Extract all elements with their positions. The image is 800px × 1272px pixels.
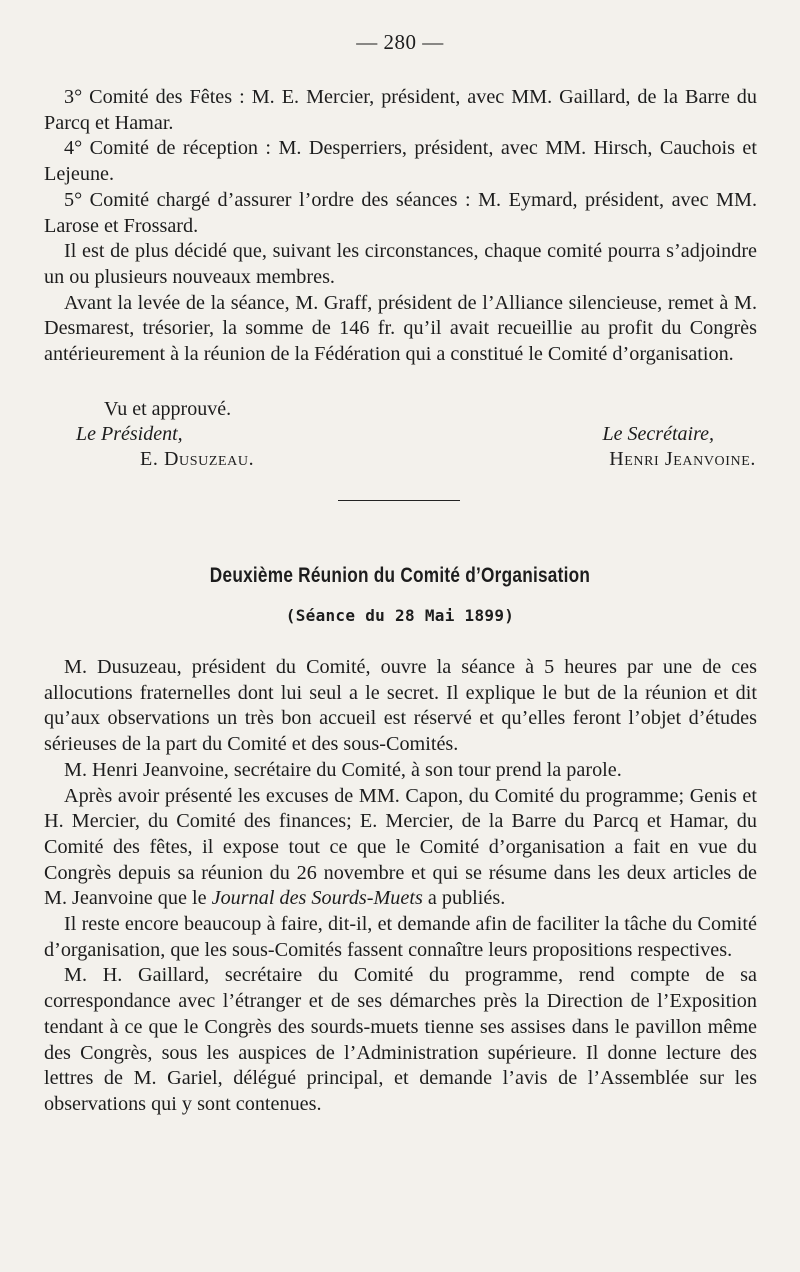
excuses-end: a publiés. [422,887,506,910]
paragraph-levee-seance: Avant la levée de la séance, M. Graff, président de l’Alliance silencieuse, remet à M. Desmarest, trésorier, la somme de 146 fr. qu’il avait recueillie au profit du Congrès antérieurement à la réunion de la Fédération qui a constitué le Comité d’organisation. [44,291,757,366]
paragraph-comite-fetes: 3° Comité des Fêtes : M. E. Mercier, président, avec MM. Gaillard, de la Barre du Parcq et Hamar. [44,86,757,134]
president-name: E. Dusuzeau. [140,448,255,470]
paragraph-comite-ordre: 5° Comité chargé d’assurer l’ordre des séances : M. Eymard, président, avec MM. Larose et Frossard. [44,188,757,237]
page-number: — 280 — [356,30,444,54]
paragraph-comite-reception: 4° Comité de réception : M. Desperriers, président, avec MM. Hirsch, Cauchois et Lejeune. [44,137,757,186]
paragraph-nouveaux-membres: Il est de plus décidé que, suivant les circonstances, chaque comité pourra s’adjoindre un ou plusieurs nouveaux membres. [44,240,757,288]
section-subtitle: (Séance du 28 Mai 1899) [285,606,515,625]
paragraph-reste-a-faire: Il reste encore beaucoup à faire, dit-il, et demande afin de faciliter la tâche du Comité d’organisation, que les sous-Comités fassent connaître leurs propositions respectives. [44,913,757,961]
approval-line: Vu et approuvé. [104,398,232,420]
secretary-title: Le Secrétaire, [602,423,714,445]
paragraph-jeanvoine: M. Henri Jeanvoine, secrétaire du Comité, à son tour prend la parole. [64,758,622,781]
secretary-name: Henri Jeanvoine. [609,448,756,470]
journal-title: Journal des Sourds-Muets [211,887,423,910]
paragraph-excuses [44,784,757,913]
excuses-text: Après avoir présenté les excuses de MM. Capon, du Comité du programme; Genis et H. Mercier, du Comité des finances; E. Mercier, de la Barre du Parcq et Hamar, du Comité des fêtes, il expose tout ce que le Comité d’organisation a fait en vue du Congrès depuis sa réunion du 26 novembre et qui se résume dans les deux articles de M. Jeanvoine que le [44,784,757,910]
second-text-block [44,655,757,1118]
first-text-block [44,85,757,368]
paragraph-ouverture: M. Dusuzeau, président du Comité, ouvre la séance à 5 heures par une de ces allocutions fraternelles dont lui seul a le secret. Il explique le but de la réunion et dit qu’aux observations un très bon accueil est réservé et qu’elles feront l’objet d’études sérieuses de la part du Comité et des sous-Comités. [44,656,757,756]
paragraph-gaillard: M. H. Gaillard, secrétaire du Comité du programme, rend compte de sa correspondance avec l’étranger et de ses démarches près la Direction de l’Exposition tendant à ce que le Congrès des sourds-muets tienne ses assises dans le pavillon même des Congrès, sous les auspices de l’Administration supérieure. Il donne lecture des lettres de M. Gariel, délégué principal, et demande l’avis de l’Assemblée sur les observations qui y sont contenues. [44,964,757,1115]
section-divider [338,500,460,501]
section-title: Deuxième Réunion du Comité d’Organisation [209,564,591,587]
president-title: Le Président, [76,423,183,445]
